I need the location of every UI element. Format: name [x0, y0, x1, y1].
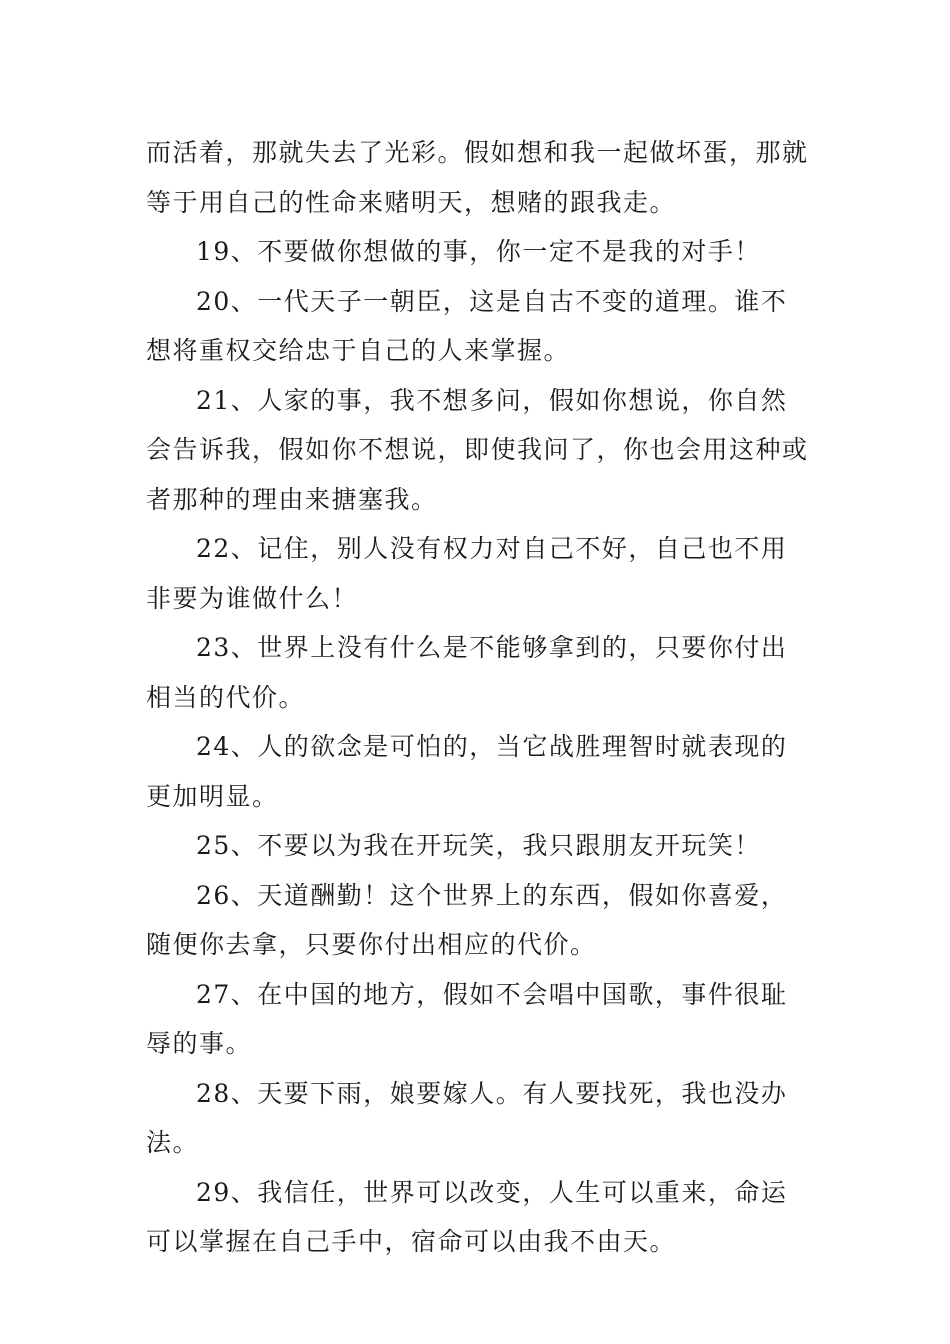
paragraph-20: 20、一代天子一朝臣，这是自古不变的道理。谁不想将重权交给忠于自己的人来掌握。 — [146, 286, 788, 365]
paragraph-19: 19、不要做你想做的事，你一定不是我的对手！ — [196, 237, 761, 266]
paragraph-21: 21、人家的事，我不想多问，假如你想说，你自然会告诉我，假如你不想说，即使我问了，你也会用这种或者那种的理由来搪塞我。 — [146, 385, 809, 514]
paragraph-27: 27、在中国的地方，假如不会唱中国歌，事件很耻辱的事。 — [146, 979, 788, 1058]
document-body — [146, 128, 810, 1267]
paragraph-25: 25、不要以为我在开玩笑，我只跟朋友开玩笑！ — [196, 831, 761, 860]
paragraph-22: 22、记住，别人没有权力对自己不好，自己也不用非要为谁做什么！ — [146, 534, 788, 613]
paragraph-23: 23、世界上没有什么是不能够拿到的，只要你付出相当的代价。 — [146, 633, 788, 712]
paragraph-26: 26、天道酬勤！这个世界上的东西，假如你喜爱，随便你去拿，只要你付出相应的代价。 — [146, 880, 788, 959]
paragraph-28: 28、天要下雨，娘要嫁人。有人要找死，我也没办法。 — [146, 1078, 788, 1157]
paragraph-24: 24、人的欲念是可怕的，当它战胜理智时就表现的更加明显。 — [146, 732, 788, 811]
paragraph-continuation: 而活着，那就失去了光彩。假如想和我一起做坏蛋，那就等于用自己的性命来赌明天，想赌的跟我走。 — [146, 138, 809, 217]
paragraph-29: 29、我信任，世界可以改变，人生可以重来，命运可以掌握在自己手中，宿命可以由我不由天。 — [146, 1177, 788, 1256]
